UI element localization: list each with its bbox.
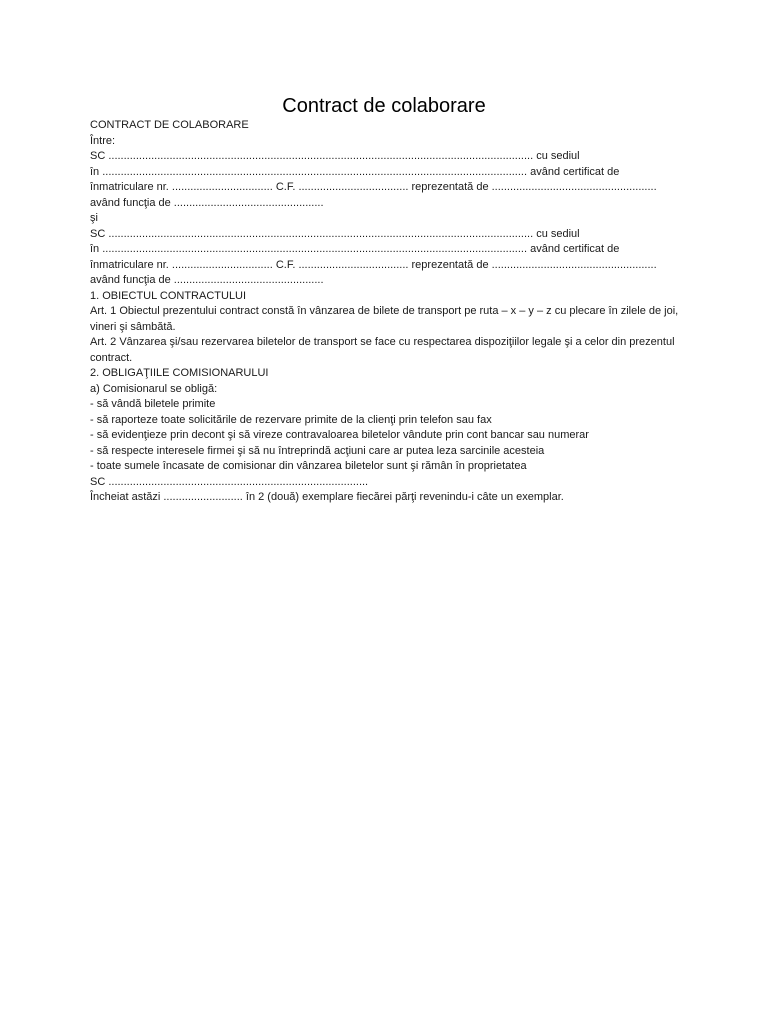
contract-heading: CONTRACT DE COLABORARE	[90, 119, 249, 131]
article-2: Art. 2 Vânzarea şi/sau rezervarea biletelor de transport se face cu respectarea dispoziţiilor legale şi a celor din prezentul contract.	[90, 336, 675, 364]
document-title: Contract de colaborare	[282, 95, 486, 117]
and-label: şi	[90, 212, 98, 224]
obligation-item: - toate sumele încasate de comisionar din vânzarea biletelor sunt şi rămân în proprietatea	[90, 460, 527, 472]
party2-location-line: în ........................................................................................................................................... având certificat de	[90, 243, 620, 255]
document-body	[90, 118, 682, 506]
concluded-line: Încheiat astăzi .......................... în 2 (două) exemplare fiecărei părţi revenindu-i câte un exemplar.	[90, 491, 564, 503]
party1-location-line: în ........................................................................................................................................... având certificat de	[90, 165, 620, 178]
party1-registration-line: înmatriculare nr. ................................. C.F. .................................... reprezentată de ......................................................	[90, 181, 657, 193]
obligation-item: - să vândă biletele primite	[90, 398, 216, 410]
obligation-item: - să raporteze toate solicitările de rezervare primite de la clienţi prin telefon sau fax	[90, 413, 492, 426]
section2-heading: 2. OBLIGAŢIILE COMISIONARULUI	[90, 367, 269, 379]
section1-heading: 1. OBIECTUL CONTRACTULUI	[90, 289, 247, 302]
between-label: Între:	[90, 134, 116, 147]
party2-company-line: SC ........................................................................................................................................... cu sediul	[90, 227, 580, 240]
party1-company-line: SC ........................................................................................................................................... cu sediul	[90, 150, 580, 162]
party1-function-line: având funcţia de .................................................	[90, 196, 324, 209]
party2-registration-line: înmatriculare nr. ................................. C.F. .................................... reprezentată de ......................................................	[90, 258, 657, 271]
party2-function-line: având funcţia de .................................................	[90, 274, 324, 286]
owner-company-line: SC .....................................................................................	[90, 475, 369, 488]
obligation-item: - să evidenţieze prin decont şi să vireze contravaloarea biletelor vândute prin cont bancar sau numerar	[90, 429, 589, 441]
obligations-intro: a) Comisionarul se obligă:	[90, 382, 218, 395]
article-1: Art. 1 Obiectul prezentului contract constă în vânzarea de bilete de transport pe ruta – x – y – z cu plecare în zilele de joi, vineri şi sâmbătă.	[90, 305, 679, 333]
obligation-item: - să respecte interesele firmei şi să nu întreprindă acţiuni care ar putea leza sarcinile acesteia	[90, 444, 545, 457]
